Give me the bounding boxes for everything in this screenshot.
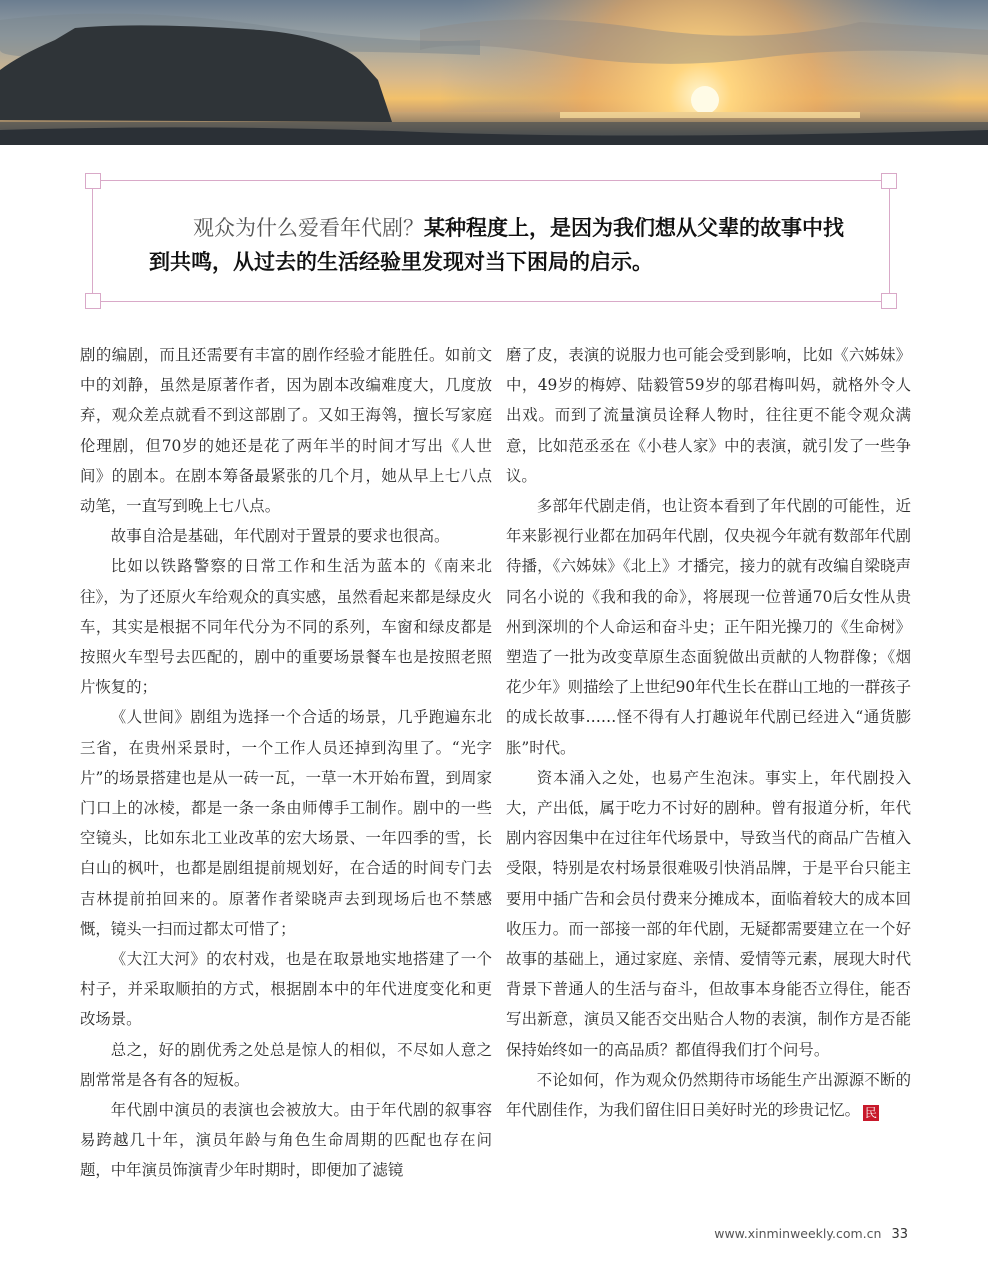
header-photo (0, 0, 988, 145)
paragraph: 剧的编剧，而且还需要有丰富的剧作经验才能胜任。如前文中的刘静，虽然是原著作者，因为剧本改编难度大，几度放弃，观众差点就看不到这部剧了。又如王海鸰，擅长写家庭伦理剧，但70岁的她还是花了两年半的时间才写出《人世间》的剧本。在剧本筹备最紧张的几个月，她从早上七八点动笔，一直写到晚上七八点。 (80, 346, 492, 516)
page-number: 33 (891, 1227, 908, 1242)
paragraph-final-text: 不论如何，作为观众仍然期待市场能生产出源源不断的年代剧佳作，为我们留住旧日美好时光的珍贵记忆。 (506, 1070, 911, 1120)
paragraph: 资本涌入之处，也易产生泡沫。事实上，年代剧投入大，产出低，属于吃力不讨好的剧种。曾有报道分析，年代剧内容因集中在过往年代场景中，导致当代的商品广告植入受限，特别是农村场景很难吸引快消品牌，于是平台只能主要用中插广告和会员付费来分摊成本，面临着较大的成本回收压力。而一部接一部的年代剧，无疑都需要建立在一个好故事的基础上，通过家庭、亲情、爱情等元素，展现大时代背景下普通人的生活与奋斗，但故事本身能否立得住，能否写出新意，演员又能否交出贴合人物的表演，制作方是否能保持始终如一的高品质？都值得我们打个问号。 (506, 768, 911, 1059)
corner-ornament (881, 293, 897, 309)
corner-ornament (881, 173, 897, 189)
corner-ornament (85, 173, 101, 189)
paragraph: 总之，好的剧优秀之处总是惊人的相似，不尽如人意之剧常常是各有各的短板。 (80, 1040, 492, 1089)
paragraph-final (506, 1065, 911, 1125)
paragraph: 多部年代剧走俏，也让资本看到了年代剧的可能性，近年来影视行业都在加码年代剧，仅央视今年就有数部年代剧待播，《六姊妹》《北上》才播完，接力的就有改编自梁晓声同名小说的《我和我的命》，将展现一位普通70后女性从贵州到深圳的个人命运和奋斗史；正午阳光操刀的《生命树》塑造了一批为改变草原生态面貌做出贡献的人物群像；《烟花少年》则描绘了上世纪90年代生长在群山工地的一群孩子的成长故事……怪不得有人打趣说年代剧已经进入“通货膨胀”时代。 (506, 497, 911, 757)
paragraph: 磨了皮，表演的说服力也可能会受到影响，比如《六姊妹》中，49岁的梅婷、陆毅管59岁的邬君梅叫妈，就格外令人出戏。而到了流量演员诠释人物时，往往更不能令观众满意，比如范丞丞在《小巷人家》中的表演，就引发了一些争议。 (506, 346, 911, 485)
left-column (80, 340, 492, 1186)
page-footer (714, 1226, 908, 1242)
right-column (506, 340, 911, 1125)
end-mark-logo: 民 (864, 1106, 877, 1121)
pull-quote (149, 211, 849, 279)
paragraph: 《人世间》剧组为选择一个合适的场景，几乎跑遍东北三省，在贵州采景时，一个工作人员还掉到沟里了。“光字片”的场景搭建也是从一砖一瓦，一草一木开始布置，到周家门口上的冰棱，都是一条一条由师傅手工制作。剧中的一些空镜头，比如东北工业改革的宏大场景、一年四季的雪，长白山的枫叶，也都是剧组提前规划好，在合适的时间专门去吉林提前拍回来的。原著作者梁晓声去到现场后也不禁感慨，镜头一扫而过都太可惜了； (80, 708, 492, 938)
corner-ornament (85, 293, 101, 309)
paragraph: 年代剧中演员的表演也会被放大。由于年代剧的叙事容易跨越几十年，演员年龄与角色生命周期的匹配也存在问题，中年演员饰演青少年时期时，即便加了滤镜 (80, 1101, 492, 1180)
paragraph: 《大江大河》的农村戏，也是在取景地实地搭建了一个村子，并采取顺拍的方式，根据剧本中的年代进度变化和更改场景。 (80, 950, 492, 1029)
website-url: www.xinminweekly.com.cn (714, 1226, 882, 1241)
paragraph: 比如以铁路警察的日常工作和生活为蓝本的《南来北往》，为了还原火车给观众的真实感，虽然看起来都是绿皮火车，其实是根据不同年代分为不同的系列，车窗和绿皮都是按照火车型号去匹配的，剧中的重要场景餐车也是按照老照片恢复的； (80, 557, 492, 697)
pull-quote-answer: 某种程度上，是因为我们想从父辈的故事中找到共鸣，从过去的生活经验里发现对当下困局的启示。 (149, 215, 844, 274)
paragraph: 故事自洽是基础，年代剧对于置景的要求也很高。 (110, 527, 450, 546)
pull-quote-box (92, 180, 890, 302)
pull-quote-question: 观众为什么爱看年代剧？ (193, 216, 424, 240)
sunset-cliff-illustration (0, 0, 988, 145)
